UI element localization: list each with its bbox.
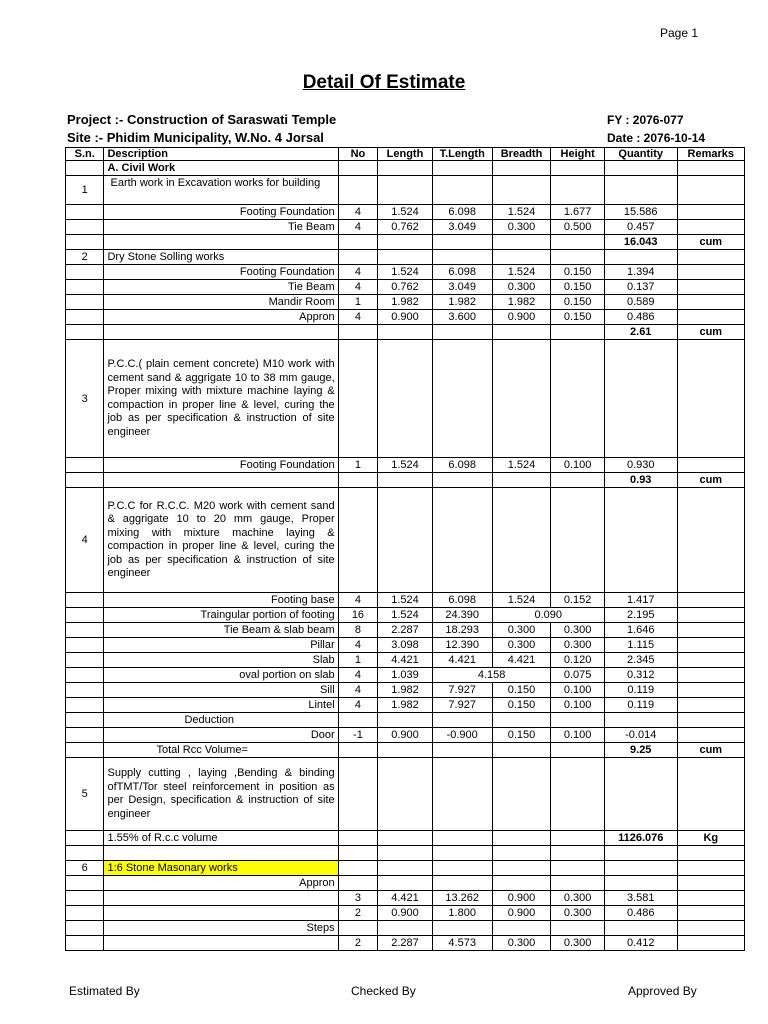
item-sn: 4: [66, 488, 104, 593]
measure-row: [66, 683, 745, 698]
measure-quantity: 0.312: [604, 668, 677, 683]
measure-no: 4: [338, 698, 378, 713]
measure-tlength: 4.573: [432, 936, 492, 951]
measure-length: 3.098: [378, 638, 433, 653]
measure-no: 4: [338, 205, 378, 220]
measure-tlength: -0.900: [432, 728, 492, 743]
measure-label: Slab: [104, 653, 338, 668]
measure-row: [66, 936, 745, 951]
measure-no: 4: [338, 683, 378, 698]
measure-tlength: 7.927: [432, 698, 492, 713]
measure-quantity: 3.581: [604, 891, 677, 906]
measure-height: 0.300: [551, 623, 604, 638]
measure-row: [66, 310, 745, 325]
measure-quantity: 1.394: [604, 265, 677, 280]
item-description: Supply cutting , laying ,Bending & binding ofTMT/Tor steel reinforcement in position as per Design, specification & instruction of site engineer: [104, 758, 338, 831]
item-description: P.C.C for R.C.C. M20 work with cement sand & aggrigate 10 to 20 mm gauge, Proper mixing with mixture machine laying & compaction in proper line & level, curing the job as per specification & instruction of site engineer: [104, 488, 338, 593]
header-height: Height: [551, 148, 604, 161]
site-location: Site :- Phidim Municipality, W.No. 4 Jorsal: [67, 130, 324, 145]
section-label: A. Civil Work: [104, 161, 338, 176]
measure-breadth: 1.524: [492, 265, 551, 280]
measure-tlength: 6.098: [432, 458, 492, 473]
header-no: No: [338, 148, 378, 161]
estimate-date: Date : 2076-10-14: [607, 131, 706, 145]
header-remarks: Remarks: [677, 148, 744, 161]
measure-tlength: 3.049: [432, 220, 492, 235]
measure-quantity: 2.195: [604, 608, 677, 623]
item-description: P.C.C.( plain cement concrete) M10 work with cement sand & aggrigate 10 to 38 mm gauge, Proper mixing with mixture machine laying & compaction in proper line & level, curing the job as per specification & instruction of site engineer: [104, 340, 338, 458]
measure-length: 2.287: [378, 623, 433, 638]
spacer-row: [66, 846, 745, 861]
measure-tlength: 4.158: [432, 668, 551, 683]
total-quantity: 9.25: [604, 743, 677, 758]
measure-breadth: 1.524: [492, 205, 551, 220]
estimated-by-label: Estimated By: [69, 984, 140, 998]
total-unit: cum: [677, 235, 744, 250]
measure-row: [66, 608, 745, 623]
item-row: [66, 176, 745, 205]
measure-no: 4: [338, 638, 378, 653]
measure-height: 1.677: [551, 205, 604, 220]
measure-quantity: 0.119: [604, 683, 677, 698]
page-number: Page 1: [660, 26, 699, 40]
header-sn: S.n.: [66, 148, 104, 161]
header-tlength: T.Length: [432, 148, 492, 161]
measure-breadth: 0.300: [492, 220, 551, 235]
measure-length: 1.524: [378, 458, 433, 473]
header-breadth: Breadth: [492, 148, 551, 161]
measure-breadth: 0.300: [492, 638, 551, 653]
page-title: Detail Of Estimate: [302, 72, 466, 93]
measure-label: Sill: [104, 683, 338, 698]
measure-breadth: 0.300: [492, 623, 551, 638]
item-row: [66, 250, 745, 265]
item-row: [66, 488, 745, 593]
measure-row: [66, 728, 745, 743]
measure-no: 4: [338, 220, 378, 235]
measure-height: 0.100: [551, 698, 604, 713]
measure-length: 1.524: [378, 205, 433, 220]
measure-row: [66, 295, 745, 310]
measure-quantity: 0.137: [604, 280, 677, 295]
measure-length: 1.982: [378, 683, 433, 698]
measure-label: Tie Beam: [104, 280, 338, 295]
measure-height: 0.100: [551, 683, 604, 698]
measure-quantity: 0.119: [604, 698, 677, 713]
measure-row: [66, 220, 745, 235]
measure-no: 3: [338, 891, 378, 906]
measure-row: [66, 906, 745, 921]
measure-tlength: 12.390: [432, 638, 492, 653]
measure-length: 0.762: [378, 220, 433, 235]
sub-heading-row: [66, 921, 745, 936]
item-row: [66, 758, 745, 831]
measure-breadth: 0.150: [492, 728, 551, 743]
item-description: Dry Stone Solling works: [104, 250, 338, 265]
measure-height: 0.150: [551, 310, 604, 325]
measure-tlength: 6.098: [432, 593, 492, 608]
approved-by-label: Approved By: [628, 984, 697, 998]
measure-height: 0.500: [551, 220, 604, 235]
total-row: [66, 473, 745, 488]
sub-heading: Steps: [104, 921, 338, 936]
measure-no: 16: [338, 608, 378, 623]
measure-row: [66, 280, 745, 295]
total-quantity: 2.61: [604, 325, 677, 340]
total-unit: Kg: [677, 831, 744, 846]
measure-breadth: 0.900: [492, 891, 551, 906]
deduction-label: Deduction: [104, 713, 338, 728]
measure-tlength: 1.982: [432, 295, 492, 310]
measure-no: 1: [338, 458, 378, 473]
measure-tlength: 3.600: [432, 310, 492, 325]
total-unit: cum: [677, 473, 744, 488]
measure-quantity: -0.014: [604, 728, 677, 743]
measure-row: [66, 698, 745, 713]
measure-label: Footing Foundation: [104, 205, 338, 220]
measure-no: 4: [338, 265, 378, 280]
measure-quantity: 1.646: [604, 623, 677, 638]
measure-height: 0.150: [551, 295, 604, 310]
fiscal-year: FY : 2076-077: [607, 113, 684, 127]
measure-no: 1: [338, 653, 378, 668]
measure-length: 4.421: [378, 891, 433, 906]
measure-tlength: 4.421: [432, 653, 492, 668]
project-name: Project :- Construction of Saraswati Temple: [67, 112, 337, 127]
checked-by-label: Checked By: [351, 984, 416, 998]
estimate-table: [65, 147, 745, 951]
measure-quantity: 0.486: [604, 310, 677, 325]
measure-breadth: 1.982: [492, 295, 551, 310]
measure-height: 0.120: [551, 653, 604, 668]
measure-length: 1.524: [378, 265, 433, 280]
measure-quantity: 1.115: [604, 638, 677, 653]
measure-row: [66, 623, 745, 638]
measure-height: 0.150: [551, 265, 604, 280]
measure-tlength: 6.098: [432, 205, 492, 220]
measure-row: [66, 668, 745, 683]
measure-label: Footing Foundation: [104, 265, 338, 280]
item-row: [66, 340, 745, 458]
measure-label: Footing base: [104, 593, 338, 608]
measure-label: Door: [104, 728, 338, 743]
measure-breadth: 0.150: [492, 683, 551, 698]
measure-breadth: 4.421: [492, 653, 551, 668]
measure-length: 4.421: [378, 653, 433, 668]
measure-height: 0.300: [551, 936, 604, 951]
item-sn: 1: [66, 176, 104, 205]
item-row: [66, 861, 745, 876]
measure-length: 1.039: [378, 668, 433, 683]
measure-no: -1: [338, 728, 378, 743]
measure-length: 0.762: [378, 280, 433, 295]
measure-breadth: 1.524: [492, 458, 551, 473]
measure-no: 2: [338, 936, 378, 951]
measure-breadth: 0.300: [492, 280, 551, 295]
measure-label: Traingular portion of footing: [104, 608, 338, 623]
measure-row: [66, 891, 745, 906]
measure-no: 8: [338, 623, 378, 638]
measure-height: 0.300: [551, 891, 604, 906]
measure-breadth: 0.900: [492, 310, 551, 325]
measure-height: 0.075: [551, 668, 604, 683]
measure-quantity: 1.417: [604, 593, 677, 608]
measure-no: 4: [338, 593, 378, 608]
measure-row: [66, 593, 745, 608]
measure-label: Tie Beam & slab beam: [104, 623, 338, 638]
measure-length: 0.900: [378, 906, 433, 921]
total-unit: cum: [677, 325, 744, 340]
measure-height: 0.100: [551, 458, 604, 473]
measure-height: 0.300: [551, 906, 604, 921]
measure-label: Appron: [104, 310, 338, 325]
measure-label: Tie Beam: [104, 220, 338, 235]
calc-label: 1.55% of R.c.c volume: [104, 831, 338, 846]
measure-quantity: 0.457: [604, 220, 677, 235]
measure-length: 1.524: [378, 593, 433, 608]
measure-length: 2.287: [378, 936, 433, 951]
table-header-row: [66, 148, 745, 161]
measure-no: 2: [338, 906, 378, 921]
measure-height: 0.150: [551, 280, 604, 295]
measure-row: [66, 205, 745, 220]
measure-no: 4: [338, 280, 378, 295]
section-row: [66, 161, 745, 176]
measure-no: 4: [338, 668, 378, 683]
total-row: [66, 325, 745, 340]
item-sn: 2: [66, 250, 104, 265]
measure-tlength: 18.293: [432, 623, 492, 638]
measure-quantity: 2.345: [604, 653, 677, 668]
measure-row: [66, 653, 745, 668]
measure-tlength: 24.390: [432, 608, 492, 623]
sub-heading-row: [66, 876, 745, 891]
item-sn: 5: [66, 758, 104, 831]
total-row: [66, 235, 745, 250]
measure-label: Pillar: [104, 638, 338, 653]
sub-heading: Appron: [104, 876, 338, 891]
measure-tlength: 7.927: [432, 683, 492, 698]
header-description: Description: [104, 148, 338, 161]
measure-tlength: 3.049: [432, 280, 492, 295]
measure-quantity: 0.486: [604, 906, 677, 921]
measure-tlength: 13.262: [432, 891, 492, 906]
measure-breadth: 0.150: [492, 698, 551, 713]
measure-tlength: 6.098: [432, 265, 492, 280]
total-quantity: 0.93: [604, 473, 677, 488]
total-unit: cum: [677, 743, 744, 758]
measure-label: Mandir Room: [104, 295, 338, 310]
item-description: 1:6 Stone Masonary works: [104, 861, 338, 876]
measure-breadth: 0.090: [492, 608, 604, 623]
measure-breadth: 1.524: [492, 593, 551, 608]
total-label: Total Rcc Volume=: [104, 743, 338, 758]
measure-height: 0.300: [551, 638, 604, 653]
measure-height: 0.100: [551, 728, 604, 743]
item-sn: 6: [66, 861, 104, 876]
measure-row: [66, 265, 745, 280]
measure-quantity: 0.412: [604, 936, 677, 951]
item-sn: 3: [66, 340, 104, 458]
total-row: [66, 831, 745, 846]
measure-quantity: 0.589: [604, 295, 677, 310]
measure-quantity: 15.586: [604, 205, 677, 220]
total-row: [66, 743, 745, 758]
measure-height: 0.152: [551, 593, 604, 608]
measure-length: 0.900: [378, 728, 433, 743]
measure-length: 1.982: [378, 295, 433, 310]
measure-label: Footing Foundation: [104, 458, 338, 473]
measure-breadth: 0.300: [492, 936, 551, 951]
header-quantity: Quantity: [604, 148, 677, 161]
measure-length: 0.900: [378, 310, 433, 325]
measure-breadth: 0.900: [492, 906, 551, 921]
measure-label: Lintel: [104, 698, 338, 713]
measure-no: 4: [338, 310, 378, 325]
measure-no: 1: [338, 295, 378, 310]
header-length: Length: [378, 148, 433, 161]
deduction-row: [66, 713, 745, 728]
measure-label: oval portion on slab: [104, 668, 338, 683]
measure-quantity: 0.930: [604, 458, 677, 473]
item-description: Earth work in Excavation works for building: [104, 176, 338, 205]
measure-length: 1.524: [378, 608, 433, 623]
measure-row: [66, 638, 745, 653]
total-quantity: 16.043: [604, 235, 677, 250]
measure-tlength: 1.800: [432, 906, 492, 921]
total-quantity: 1126.076: [604, 831, 677, 846]
measure-row: [66, 458, 745, 473]
measure-length: 1.982: [378, 698, 433, 713]
